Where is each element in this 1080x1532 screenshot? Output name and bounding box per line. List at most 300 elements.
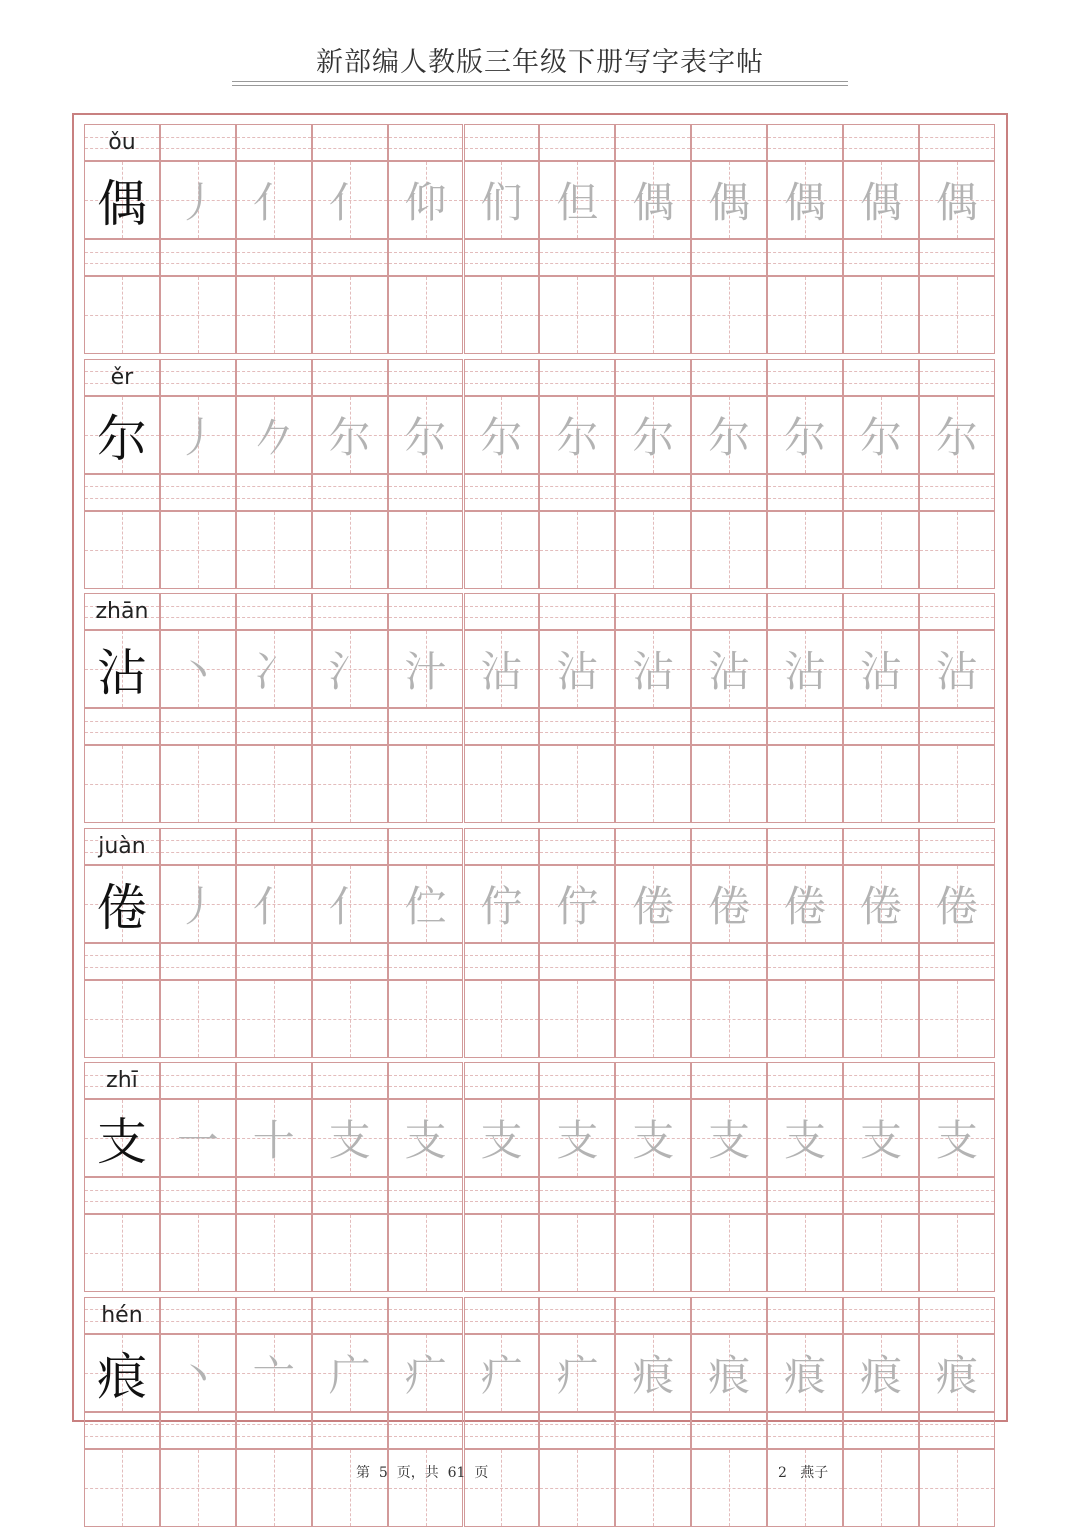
stroke-order-cell <box>160 1334 236 1412</box>
pinyin-practice-cell[interactable] <box>464 828 540 865</box>
pinyin-practice-cell[interactable] <box>843 593 919 630</box>
blank-writing-cell[interactable] <box>691 276 767 354</box>
stroke-order-cell <box>843 630 919 708</box>
blank-pinyin-strip[interactable] <box>615 474 691 511</box>
pinyin-practice-cell[interactable] <box>919 593 995 630</box>
stroke-order-cell <box>160 865 236 943</box>
blank-pinyin-strip[interactable] <box>615 708 691 745</box>
stroke-step-character: 亻 <box>328 881 371 931</box>
pinyin-practice-cell[interactable] <box>388 124 464 161</box>
blank-pinyin-strip[interactable] <box>160 708 236 745</box>
lesson-label: 2 燕子 <box>778 1465 829 1481</box>
pinyin-practice-cell[interactable] <box>539 124 615 161</box>
blank-pinyin-strip[interactable] <box>388 239 464 276</box>
stroke-step-character: 尔 <box>404 412 447 462</box>
page-number: 第 5 页，共 61 页 <box>356 1465 489 1481</box>
stroke-order-cell <box>767 1334 843 1412</box>
blank-pinyin-strip[interactable] <box>160 1412 236 1449</box>
pinyin-practice-cell[interactable] <box>691 1297 767 1334</box>
blank-pinyin-strip[interactable] <box>767 943 843 980</box>
stroke-step-character: 汁 <box>404 647 447 696</box>
pinyin-practice-cell[interactable] <box>615 593 691 630</box>
stroke-order-cell <box>919 161 995 239</box>
blank-pinyin-strip[interactable] <box>160 943 236 980</box>
blank-writing-cell[interactable] <box>767 980 843 1058</box>
blank-writing-cell[interactable] <box>236 745 312 823</box>
blank-writing-cell[interactable] <box>615 511 691 589</box>
pinyin-practice-cell[interactable] <box>767 828 843 865</box>
pinyin-practice-cell[interactable] <box>539 1062 615 1099</box>
pinyin-practice-cell[interactable] <box>312 1062 388 1099</box>
blank-writing-cell[interactable] <box>767 276 843 354</box>
blank-pinyin-strip[interactable] <box>539 1412 615 1449</box>
pinyin-practice-cell[interactable] <box>919 1297 995 1334</box>
blank-pinyin-strip[interactable] <box>919 708 995 745</box>
stroke-order-cell <box>615 630 691 708</box>
pinyin-practice-cell[interactable] <box>615 828 691 865</box>
pinyin-practice-cell[interactable] <box>615 124 691 161</box>
pinyin-practice-cell[interactable] <box>539 1297 615 1334</box>
stroke-step-character: 尔 <box>935 412 978 462</box>
model-character-cell <box>84 396 160 474</box>
blank-writing-cell[interactable] <box>843 1449 919 1527</box>
blank-writing-cell[interactable] <box>615 1214 691 1292</box>
stroke-step-character: 沾 <box>632 647 675 696</box>
blank-writing-cell[interactable] <box>236 276 312 354</box>
blank-pinyin-strip[interactable] <box>615 943 691 980</box>
stroke-order-cell <box>312 396 388 474</box>
blank-pinyin-strip[interactable] <box>767 1177 843 1214</box>
pinyin-practice-cell[interactable] <box>767 1062 843 1099</box>
stroke-order-cell <box>539 396 615 474</box>
blank-pinyin-strip[interactable] <box>615 239 691 276</box>
blank-writing-cell[interactable] <box>767 1449 843 1527</box>
pinyin-cell <box>84 124 160 161</box>
stroke-step-character: 伫 <box>404 881 447 931</box>
blank-pinyin-strip[interactable] <box>843 1177 919 1214</box>
pinyin-practice-cell[interactable] <box>843 124 919 161</box>
blank-pinyin-strip[interactable] <box>388 1412 464 1449</box>
blank-writing-cell[interactable] <box>843 511 919 589</box>
blank-pinyin-strip[interactable] <box>691 1412 767 1449</box>
stroke-order-cell <box>312 630 388 708</box>
page-title: 新部编人教版三年级下册写字表字帖 <box>316 47 764 78</box>
blank-writing-cell[interactable] <box>84 980 160 1058</box>
pinyin-practice-cell[interactable] <box>236 359 312 396</box>
blank-pinyin-strip[interactable] <box>843 943 919 980</box>
pinyin-practice-cell[interactable] <box>615 1062 691 1099</box>
stroke-step-character: 们 <box>480 178 523 227</box>
pinyin-practice-cell[interactable] <box>312 359 388 396</box>
stroke-order-cell <box>464 630 540 708</box>
blank-pinyin-strip[interactable] <box>160 1177 236 1214</box>
title-underline-top <box>232 81 848 82</box>
pinyin-practice-cell[interactable] <box>539 359 615 396</box>
blank-writing-cell[interactable] <box>767 511 843 589</box>
pinyin-practice-cell[interactable] <box>464 1297 540 1334</box>
blank-pinyin-strip[interactable] <box>236 239 312 276</box>
pinyin-practice-cell[interactable] <box>767 593 843 630</box>
stroke-order-cell <box>388 630 464 708</box>
blank-pinyin-strip[interactable] <box>767 239 843 276</box>
blank-pinyin-strip[interactable] <box>539 708 615 745</box>
stroke-step-character: 亻 <box>252 881 295 931</box>
model-character-cell <box>84 1099 160 1177</box>
pinyin-practice-cell[interactable] <box>464 1062 540 1099</box>
stroke-order-cell <box>843 1099 919 1177</box>
blank-writing-cell[interactable] <box>843 980 919 1058</box>
blank-writing-cell[interactable] <box>388 1449 464 1527</box>
blank-pinyin-strip[interactable] <box>843 474 919 511</box>
blank-writing-cell[interactable] <box>312 745 388 823</box>
blank-writing-cell[interactable] <box>84 276 160 354</box>
blank-writing-cell[interactable] <box>312 980 388 1058</box>
pinyin-practice-cell[interactable] <box>691 1062 767 1099</box>
stroke-step-character: 倦 <box>632 881 675 931</box>
blank-pinyin-strip[interactable] <box>84 708 160 745</box>
stroke-order-cell <box>312 1099 388 1177</box>
pinyin-practice-cell[interactable] <box>464 359 540 396</box>
blank-writing-cell[interactable] <box>919 1214 995 1292</box>
stroke-order-cell <box>615 865 691 943</box>
model-character-cell <box>84 161 160 239</box>
blank-pinyin-strip[interactable] <box>236 474 312 511</box>
pinyin-practice-cell[interactable] <box>843 828 919 865</box>
blank-writing-cell[interactable] <box>312 1214 388 1292</box>
pinyin-practice-cell[interactable] <box>767 1297 843 1334</box>
blank-writing-cell[interactable] <box>464 1214 540 1292</box>
blank-pinyin-strip[interactable] <box>767 708 843 745</box>
blank-writing-cell[interactable] <box>615 276 691 354</box>
blank-pinyin-strip[interactable] <box>464 239 540 276</box>
blank-pinyin-strip[interactable] <box>160 474 236 511</box>
pinyin-practice-cell[interactable] <box>160 593 236 630</box>
blank-pinyin-strip[interactable] <box>388 943 464 980</box>
pinyin-practice-cell[interactable] <box>843 1062 919 1099</box>
blank-writing-cell[interactable] <box>691 980 767 1058</box>
pinyin-practice-cell[interactable] <box>388 1297 464 1334</box>
blank-writing-cell[interactable] <box>767 745 843 823</box>
pinyin-practice-cell[interactable] <box>919 359 995 396</box>
pinyin-practice-cell[interactable] <box>388 1062 464 1099</box>
blank-pinyin-strip[interactable] <box>84 239 160 276</box>
blank-writing-cell[interactable] <box>84 745 160 823</box>
blank-pinyin-strip[interactable] <box>919 943 995 980</box>
blank-writing-cell[interactable] <box>388 1214 464 1292</box>
blank-writing-cell[interactable] <box>236 1449 312 1527</box>
stroke-step-character: 倦 <box>784 881 827 931</box>
stroke-order-cell <box>236 1099 312 1177</box>
pinyin-label: hén <box>101 1302 143 1328</box>
stroke-order-cell <box>312 865 388 943</box>
blank-writing-cell[interactable] <box>919 980 995 1058</box>
pinyin-practice-cell[interactable] <box>691 593 767 630</box>
blank-pinyin-strip[interactable] <box>691 708 767 745</box>
pinyin-practice-cell[interactable] <box>160 1297 236 1334</box>
blank-writing-cell[interactable] <box>539 511 615 589</box>
pinyin-practice-cell[interactable] <box>767 124 843 161</box>
blank-pinyin-strip[interactable] <box>84 1412 160 1449</box>
blank-pinyin-strip[interactable] <box>539 943 615 980</box>
blank-pinyin-strip[interactable] <box>160 239 236 276</box>
blank-writing-cell[interactable] <box>539 1214 615 1292</box>
blank-writing-cell[interactable] <box>464 511 540 589</box>
model-character: 支 <box>96 1113 147 1171</box>
blank-pinyin-strip[interactable] <box>312 1177 388 1214</box>
blank-pinyin-strip[interactable] <box>691 239 767 276</box>
blank-pinyin-strip[interactable] <box>919 1177 995 1214</box>
stroke-step-character: 尔 <box>859 412 902 462</box>
blank-pinyin-strip[interactable] <box>919 1412 995 1449</box>
blank-pinyin-strip[interactable] <box>464 474 540 511</box>
blank-pinyin-strip[interactable] <box>84 474 160 511</box>
blank-writing-cell[interactable] <box>84 1214 160 1292</box>
blank-writing-cell[interactable] <box>919 276 995 354</box>
pinyin-practice-cell[interactable] <box>236 1062 312 1099</box>
blank-pinyin-strip[interactable] <box>691 474 767 511</box>
blank-pinyin-strip[interactable] <box>236 943 312 980</box>
pinyin-practice-cell[interactable] <box>236 593 312 630</box>
blank-writing-cell[interactable] <box>160 511 236 589</box>
blank-writing-cell[interactable] <box>615 745 691 823</box>
blank-writing-cell[interactable] <box>767 1214 843 1292</box>
pinyin-practice-cell[interactable] <box>236 1297 312 1334</box>
blank-writing-cell[interactable] <box>388 745 464 823</box>
pinyin-practice-cell[interactable] <box>160 359 236 396</box>
blank-writing-cell[interactable] <box>388 980 464 1058</box>
blank-pinyin-strip[interactable] <box>919 474 995 511</box>
blank-pinyin-strip[interactable] <box>388 708 464 745</box>
pinyin-practice-cell[interactable] <box>160 124 236 161</box>
blank-writing-cell[interactable] <box>919 511 995 589</box>
pinyin-practice-cell[interactable] <box>236 828 312 865</box>
blank-pinyin-strip[interactable] <box>236 1412 312 1449</box>
blank-pinyin-strip[interactable] <box>843 1412 919 1449</box>
pinyin-practice-cell[interactable] <box>919 828 995 865</box>
blank-pinyin-strip[interactable] <box>464 1177 540 1214</box>
blank-writing-cell[interactable] <box>160 980 236 1058</box>
blank-writing-cell[interactable] <box>464 980 540 1058</box>
model-character: 尔 <box>96 409 147 468</box>
pinyin-practice-cell[interactable] <box>160 1062 236 1099</box>
blank-pinyin-strip[interactable] <box>843 708 919 745</box>
pinyin-practice-cell[interactable] <box>843 359 919 396</box>
pinyin-practice-cell[interactable] <box>160 828 236 865</box>
pinyin-practice-cell[interactable] <box>312 828 388 865</box>
blank-writing-cell[interactable] <box>691 1214 767 1292</box>
blank-writing-cell[interactable] <box>539 745 615 823</box>
blank-pinyin-strip[interactable] <box>312 943 388 980</box>
blank-writing-cell[interactable] <box>464 276 540 354</box>
blank-pinyin-strip[interactable] <box>84 1177 160 1214</box>
pinyin-practice-cell[interactable] <box>464 124 540 161</box>
blank-pinyin-strip[interactable] <box>767 1412 843 1449</box>
stroke-step-character: 偶 <box>708 178 751 227</box>
stroke-order-cell <box>388 1099 464 1177</box>
pinyin-practice-cell[interactable] <box>312 1297 388 1334</box>
pinyin-label: ěr <box>110 364 134 390</box>
stroke-order-cell <box>388 865 464 943</box>
stroke-step-character: 丿 <box>176 412 219 462</box>
blank-pinyin-strip[interactable] <box>843 239 919 276</box>
stroke-order-cell <box>767 396 843 474</box>
model-character: 痕 <box>96 1347 147 1406</box>
pinyin-practice-cell[interactable] <box>691 359 767 396</box>
pinyin-practice-cell[interactable] <box>919 1062 995 1099</box>
stroke-step-character: 尔 <box>556 412 599 462</box>
blank-pinyin-strip[interactable] <box>312 239 388 276</box>
pinyin-cell <box>84 1062 160 1099</box>
stroke-step-character: 氵 <box>328 647 371 696</box>
pinyin-practice-cell[interactable] <box>539 593 615 630</box>
stroke-step-character: 沾 <box>935 647 978 696</box>
stroke-step-character: 痕 <box>784 1350 827 1400</box>
pinyin-practice-cell[interactable] <box>691 124 767 161</box>
stroke-step-character: 支 <box>328 1116 371 1165</box>
blank-pinyin-strip[interactable] <box>236 708 312 745</box>
model-character-cell <box>84 865 160 943</box>
blank-pinyin-strip[interactable] <box>236 1177 312 1214</box>
pinyin-practice-cell[interactable] <box>236 124 312 161</box>
blank-writing-cell[interactable] <box>691 511 767 589</box>
blank-pinyin-strip[interactable] <box>464 943 540 980</box>
blank-pinyin-strip[interactable] <box>615 1412 691 1449</box>
stroke-step-character: 沾 <box>480 647 523 696</box>
stroke-step-character: 支 <box>632 1116 675 1165</box>
blank-pinyin-strip[interactable] <box>388 474 464 511</box>
stroke-order-cell <box>691 865 767 943</box>
stroke-order-cell <box>843 161 919 239</box>
blank-writing-cell[interactable] <box>312 511 388 589</box>
pinyin-cell <box>84 828 160 865</box>
stroke-order-cell <box>767 865 843 943</box>
stroke-order-cell <box>236 865 312 943</box>
stroke-order-cell <box>615 1099 691 1177</box>
model-character: 沾 <box>96 644 147 702</box>
blank-pinyin-strip[interactable] <box>691 943 767 980</box>
blank-writing-cell[interactable] <box>312 1449 388 1527</box>
blank-writing-cell[interactable] <box>843 1214 919 1292</box>
stroke-order-cell <box>691 161 767 239</box>
pinyin-practice-cell[interactable] <box>312 124 388 161</box>
character-block <box>84 1297 994 1532</box>
character-block <box>84 124 994 359</box>
blank-pinyin-strip[interactable] <box>615 1177 691 1214</box>
blank-writing-cell[interactable] <box>160 745 236 823</box>
blank-writing-cell[interactable] <box>843 276 919 354</box>
blank-pinyin-strip[interactable] <box>464 708 540 745</box>
pinyin-practice-cell[interactable] <box>615 359 691 396</box>
blank-writing-cell[interactable] <box>236 511 312 589</box>
blank-writing-cell[interactable] <box>919 1449 995 1527</box>
stroke-step-character: 支 <box>784 1116 827 1165</box>
pinyin-practice-cell[interactable] <box>388 593 464 630</box>
blank-writing-cell[interactable] <box>236 980 312 1058</box>
stroke-order-cell <box>691 1099 767 1177</box>
stroke-step-character: 支 <box>859 1116 902 1165</box>
stroke-step-character: 沾 <box>556 647 599 696</box>
blank-pinyin-strip[interactable] <box>539 1177 615 1214</box>
pinyin-practice-cell[interactable] <box>388 828 464 865</box>
pinyin-practice-cell[interactable] <box>767 359 843 396</box>
stroke-step-character: 痕 <box>935 1350 978 1400</box>
blank-writing-cell[interactable] <box>464 745 540 823</box>
stroke-order-cell <box>160 1099 236 1177</box>
pinyin-label: juàn <box>98 833 146 859</box>
blank-writing-cell[interactable] <box>615 1449 691 1527</box>
blank-writing-cell[interactable] <box>312 276 388 354</box>
blank-writing-cell[interactable] <box>691 745 767 823</box>
blank-writing-cell[interactable] <box>84 1449 160 1527</box>
stroke-step-character: 沾 <box>784 647 827 696</box>
blank-writing-cell[interactable] <box>539 1449 615 1527</box>
pinyin-practice-cell[interactable] <box>464 593 540 630</box>
blank-writing-cell[interactable] <box>843 745 919 823</box>
blank-writing-cell[interactable] <box>236 1214 312 1292</box>
blank-writing-cell[interactable] <box>84 511 160 589</box>
blank-writing-cell[interactable] <box>919 745 995 823</box>
stroke-order-cell <box>843 1334 919 1412</box>
blank-writing-cell[interactable] <box>388 276 464 354</box>
stroke-order-cell <box>236 630 312 708</box>
blank-pinyin-strip[interactable] <box>919 239 995 276</box>
pinyin-practice-cell[interactable] <box>388 359 464 396</box>
blank-pinyin-strip[interactable] <box>84 943 160 980</box>
blank-writing-cell[interactable] <box>160 1214 236 1292</box>
pinyin-practice-cell[interactable] <box>691 828 767 865</box>
blank-writing-cell[interactable] <box>160 1449 236 1527</box>
blank-pinyin-strip[interactable] <box>312 474 388 511</box>
stroke-step-character: 偶 <box>935 178 978 227</box>
stroke-step-character: 沾 <box>708 647 751 696</box>
stroke-order-cell <box>615 161 691 239</box>
pinyin-practice-cell[interactable] <box>539 828 615 865</box>
stroke-order-cell <box>160 396 236 474</box>
stroke-step-character: 痕 <box>859 1350 902 1400</box>
stroke-step-character: 支 <box>480 1116 523 1165</box>
blank-pinyin-strip[interactable] <box>539 239 615 276</box>
stroke-order-cell <box>539 630 615 708</box>
blank-pinyin-strip[interactable] <box>312 1412 388 1449</box>
pinyin-practice-cell[interactable] <box>312 593 388 630</box>
blank-writing-cell[interactable] <box>615 980 691 1058</box>
stroke-order-cell <box>843 396 919 474</box>
pinyin-practice-cell[interactable] <box>843 1297 919 1334</box>
stroke-step-character: 偶 <box>784 178 827 227</box>
blank-pinyin-strip[interactable] <box>767 474 843 511</box>
blank-pinyin-strip[interactable] <box>312 708 388 745</box>
stroke-order-cell <box>919 865 995 943</box>
blank-writing-cell[interactable] <box>464 1449 540 1527</box>
stroke-step-character: 亻 <box>252 178 295 227</box>
pinyin-practice-cell[interactable] <box>615 1297 691 1334</box>
blank-pinyin-strip[interactable] <box>539 474 615 511</box>
stroke-step-character: 支 <box>404 1116 447 1165</box>
blank-writing-cell[interactable] <box>160 276 236 354</box>
blank-writing-cell[interactable] <box>539 276 615 354</box>
pinyin-label: zhī <box>106 1068 138 1093</box>
stroke-order-cell <box>767 161 843 239</box>
stroke-order-cell <box>236 161 312 239</box>
blank-writing-cell[interactable] <box>691 1449 767 1527</box>
blank-pinyin-strip[interactable] <box>464 1412 540 1449</box>
blank-pinyin-strip[interactable] <box>691 1177 767 1214</box>
blank-writing-cell[interactable] <box>539 980 615 1058</box>
blank-pinyin-strip[interactable] <box>388 1177 464 1214</box>
blank-writing-cell[interactable] <box>388 511 464 589</box>
pinyin-practice-cell[interactable] <box>919 124 995 161</box>
stroke-step-character: 倦 <box>859 881 902 931</box>
